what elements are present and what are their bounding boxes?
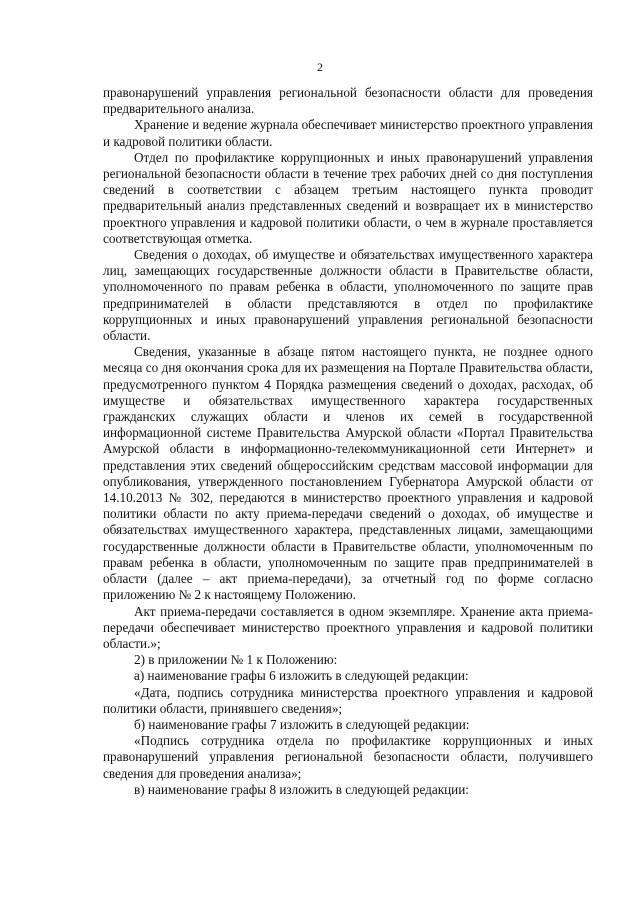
paragraph: Хранение и ведение журнала обеспечивает министерство проектного управления и кадровой политики области. bbox=[103, 117, 593, 149]
paragraph: «Дата, подпись сотрудника министерства проектного управления и кадровой политики области, принявшего сведения»; bbox=[103, 684, 593, 716]
paragraph: б) наименование графы 7 изложить в следующей редакции: bbox=[134, 716, 470, 732]
paragraph-continuation: правонарушений управления региональной безопасности области для проведения предварительного анализа. bbox=[103, 85, 593, 117]
paragraph: Сведения, указанные в абзаце пятом настоящего пункта, не позднее одного месяца со дня окончания срока для их размещения на Портале Правительства области, предусмотренного пунктом 4 Порядка размещения сведений о доходах, расходах, об имуществе и обязательствах имущественного характера государственных гражданских служащих области и членов их семей в государственной информационной системе Правительства Амурской области «Портал Правительства Амурской области в информационно-телекоммуникационной сети Интернет» и представления этих сведений общероссийским средствам массовой информации для опубликования, утвержденного постановлением Губернатора Амурской области от 14.10.2013 № 302, передаются в министерство проектного управления и кадровой политики области по акту приема-передачи сведений о доходах, об имуществе и обязательствах имущественного характера, представленных лицами, замещающими государственные должности области в Правительстве области, уполномоченным по правам ребенка в области, уполномоченным по защите прав предпринимателей в области (далее – акт приема-передачи), за отчетный год по форме согласно приложению № 2 к настоящему Положению. bbox=[103, 344, 593, 603]
paragraph: в) наименование графы 8 изложить в следующей редакции: bbox=[134, 781, 469, 797]
paragraph: Акт приема-передачи составляется в одном экземпляре. Хранение акта приема-передачи обеспечивает министерство проектного управления и кадровой политики области.»; bbox=[103, 603, 593, 651]
paragraph: а) наименование графы 6 изложить в следующей редакции: bbox=[134, 668, 469, 684]
paragraph: Сведения о доходах, об имуществе и обязательствах имущественного характера лиц, замещающих государственные должности области в Правительстве области, уполномоченного по правам ребенка в области, уполномоченного по защите прав предпринимателей в области представляются в отдел по профилактике коррупционных и иных правонарушений управления региональной безопасности области. bbox=[103, 247, 593, 344]
paragraph: 2) в приложении № 1 к Положению: bbox=[134, 652, 338, 668]
body-text bbox=[103, 85, 593, 798]
paragraph: Отдел по профилактике коррупционных и иных правонарушений управления региональной безопасности области в течение трех рабочих дней со дня поступления сведений в соответствии с абзацем третьим настоящего пункта проводит предварительный анализ представленных сведений и возвращает их в министерство проектного управления и кадровой политики области, о чем в журнале проставляется соответствующая отметка. bbox=[103, 149, 593, 246]
page-number: 2 bbox=[317, 60, 323, 74]
paragraph: «Подпись сотрудника отдела по профилактике коррупционных и иных правонарушений управления региональной безопасности области, получившего сведения для проведения анализа»; bbox=[103, 733, 593, 781]
